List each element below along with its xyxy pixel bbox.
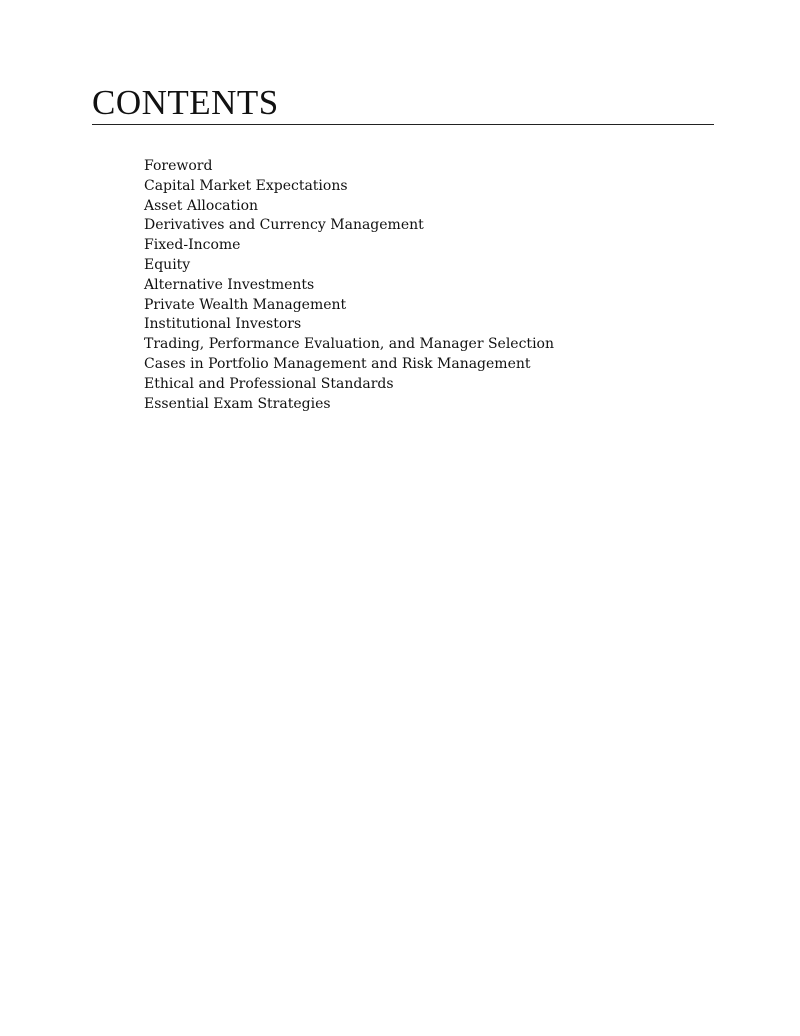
toc-item-trading-performance-manager-selection: Trading, Performance Evaluation, and Manager Selection xyxy=(144,336,554,353)
page-title: CONTENTS xyxy=(92,83,279,122)
toc-item-derivatives-currency-management: Derivatives and Currency Management xyxy=(144,217,424,234)
toc-item-cases-portfolio-risk-management: Cases in Portfolio Management and Risk Management xyxy=(144,355,531,372)
table-of-contents xyxy=(144,157,554,414)
toc-item-foreword: Foreword xyxy=(144,158,213,174)
toc-item-capital-market-expectations: Capital Market Expectations xyxy=(144,177,348,194)
toc-item-equity: Equity xyxy=(144,256,191,273)
toc-item-essential-exam-strategies: Essential Exam Strategies xyxy=(144,395,331,412)
toc-item-private-wealth-management: Private Wealth Management xyxy=(144,296,347,313)
toc-item-institutional-investors: Institutional Investors xyxy=(144,316,302,333)
toc-item-alternative-investments: Alternative Investments xyxy=(144,276,315,293)
contents-heading xyxy=(92,80,714,125)
toc-item-fixed-income: Fixed-Income xyxy=(144,237,241,254)
toc-item-asset-allocation: Asset Allocation xyxy=(144,197,259,214)
toc-item-ethical-professional-standards: Ethical and Professional Standards xyxy=(144,375,394,392)
